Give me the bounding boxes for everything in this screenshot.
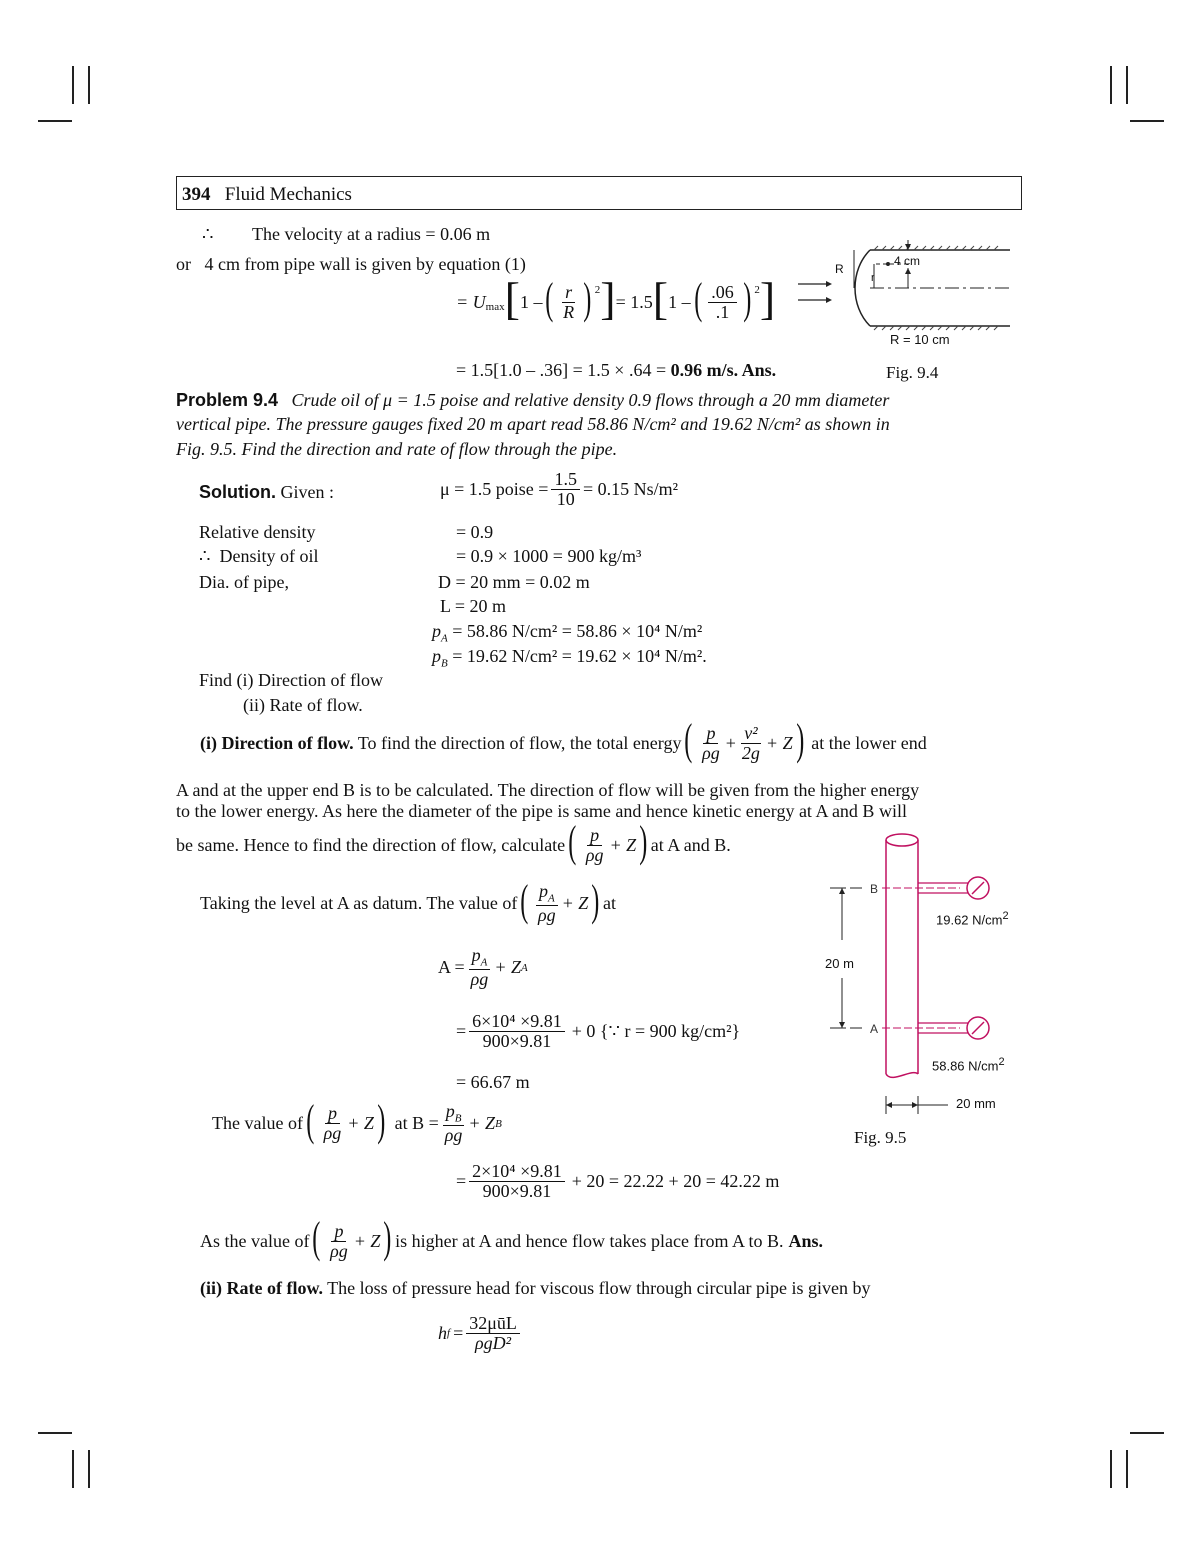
sq: 2 [754,284,760,296]
pB-letter: p [445,1101,455,1121]
eq-u-sub: max [485,301,505,313]
paren-close: ) [591,875,600,925]
crop-mark [72,1450,74,1488]
ZB-sub: B [495,1117,502,1130]
direction-line4-text: be same. Hence to find the direction of flow, calculate [176,834,566,855]
rate-text: The loss of pressure head for viscous flow through circular pipe is given by [322,1278,871,1298]
fig95-gauge-top [936,910,1009,927]
eq-B-value [456,1162,779,1201]
conclusion-a: As the value of [200,1230,310,1251]
mu-equation [440,470,678,509]
num-A: 6×10⁴ ×9.81 [469,1012,565,1032]
gauge-bottom-text: 58.86 N/cm [932,1058,999,1074]
paren-close: ) [795,715,804,765]
page-number: 394 [182,184,211,205]
mu-frac [551,470,580,509]
rate-head: (ii) Rate of flow. [200,1278,323,1298]
paren-close: ) [639,817,648,867]
direction-head: (i) Direction of flow. [200,732,354,753]
find-line2: (ii) Rate of flow. [243,695,363,715]
length-value: L = 20 m [440,596,506,616]
velocity-line: The velocity at a radius = 0.06 m [252,224,491,244]
crop-mark [72,66,74,104]
frac-pB-rhog [442,1102,466,1145]
fig95-diameter: 20 mm [956,1096,996,1111]
velocity-equation [456,273,776,324]
therefore-symbol: ∴ [202,224,214,244]
fig95-caption: Fig. 9.5 [854,1128,907,1147]
den-rhog: ρg [470,969,489,990]
pB-sub: B [441,657,448,670]
den-rhog: ρg [323,1123,342,1144]
direction-line5-end: at [602,893,616,914]
solution-heading [199,482,334,503]
density-value: = 0.9 × 1000 = 900 kg/m³ [456,546,642,566]
valueof-text: The value of [212,1113,303,1134]
crop-mark [1110,66,1112,104]
fig94-label-4cm: 4 cm [894,254,921,268]
direction-line2: A and at the upper end B is to be calculated. The direction of flow will be given from the higher energy [176,780,920,800]
pA-sub: A [480,956,488,969]
direction-text: To find the direction of flow, the total energy [353,732,682,753]
num-v2: v² [741,724,760,744]
den-rhog: ρg [585,844,604,865]
running-header-text [182,184,352,206]
plus-z: + Z [609,834,637,855]
conclusion-line [200,1213,824,1263]
pB-value [432,646,707,670]
direction-line5 [200,875,616,926]
den-1: .1 [715,301,730,322]
hf-equation [438,1314,523,1353]
plus: + [725,732,736,753]
paren-close: ) [383,1213,392,1263]
num-pA [469,946,491,970]
pB-p: p [432,646,441,666]
pA-rest: = 58.86 N/cm² = 58.86 × 10⁴ N/m² [447,621,703,641]
direction-line3: to the lower energy. As here the diameter of the pipe is same and hence kinetic energy at A and B will [176,801,907,821]
bracket-open: [ [652,273,669,324]
den-rhog: ρg [702,742,720,763]
figure-9-5 [820,828,1030,1128]
num-B: 2×10⁴ ×9.81 [469,1162,565,1182]
pA-letter: p [538,881,548,901]
paren-close: ) [743,274,752,323]
conclusion-ans: Ans. [788,1230,824,1251]
result-answer: 0.96 m/s. Ans. [670,360,777,380]
eq-u: = U [456,291,486,312]
crop-mark [88,66,90,104]
fig94-label-R: R [835,262,844,276]
eq-B [212,1095,502,1146]
den-rhog: ρg [537,905,556,926]
crop-mark [1130,120,1164,122]
pB-sub: B [454,1112,462,1125]
plus-z: + Z [347,1113,374,1134]
pA-p: p [432,621,441,641]
direction-text-end: at the lower end [811,732,927,753]
pB-rest: = 19.62 N/cm² = 19.62 × 10⁴ N/m². [447,646,707,666]
problem-line3: Fig. 9.5. Find the direction and rate of flow through the pipe. [176,439,618,459]
num-p: p [331,1222,346,1242]
eq-sign: = [456,1020,467,1041]
crop-mark [1126,66,1128,104]
frac-pA-rhog [468,946,492,989]
num-p: p [325,1104,340,1124]
plus-ZB: + Z [468,1113,496,1134]
num-r: r [562,283,575,303]
frac-B [469,1162,565,1201]
tail-B: + 20 = 22.22 + 20 = 42.22 m [571,1170,780,1191]
frac-pA-rhog [535,882,559,925]
den-rhog: ρg [330,1240,348,1261]
eq-one: 1 – [668,291,691,312]
crop-mark [38,1432,72,1434]
paren-open: ( [684,715,693,765]
crop-mark [1130,1432,1164,1434]
given-label: Given : [280,482,334,502]
problem-label: Problem 9.4 [176,390,279,410]
eq-sign: = [453,1322,464,1343]
bracket-close: ] [759,273,776,324]
atB-text: at B = [394,1113,439,1134]
sq: 2 [998,1056,1005,1068]
fig94-label-R10: R = 10 cm [890,332,950,347]
sq: 2 [1002,910,1009,922]
bracket-open: [ [504,273,520,324]
den-2g: 2g [741,742,760,763]
rd-label: Relative density [199,522,316,542]
dia-label: Dia. of pipe, [199,572,289,592]
direction-line1 [200,715,1022,765]
plus-z: + Z [765,732,793,753]
frac-v2-2g [739,724,763,763]
frac-p-rhog [321,1104,345,1143]
pA-letter: p [471,945,481,965]
frac-r-R [560,283,577,322]
crop-mark [1126,1450,1128,1488]
mu-den: 10 [556,488,575,509]
problem-line1 [176,390,889,411]
direction-line5-text: Taking the level at A as datum. The value of [200,893,518,914]
fig94-caption: Fig. 9.4 [886,363,939,382]
dia-value: D = 20 mm = 0.02 m [438,572,590,592]
hf-sub: f [447,1327,451,1340]
crop-mark [88,1450,90,1488]
eq-A-value [456,1012,740,1051]
hf-den: ρgD² [475,1332,512,1353]
fig95-label-B: B [870,882,879,896]
density-label: ∴ Density of oil [199,546,319,566]
eq-A [438,946,528,989]
mu-rhs: = 0.15 Ns/m² [582,478,679,499]
num-p: p [587,826,602,846]
eq-A-result: = 66.67 m [456,1072,530,1092]
find-line1: Find (i) Direction of flow [199,670,383,690]
velocity-result [456,360,776,381]
eq-sign: = [456,1170,467,1191]
paren-open: ( [306,1095,315,1145]
paren-open: ( [568,817,577,867]
num-pA [536,882,558,906]
num-06: .06 [708,283,737,303]
gauge-top-text: 19.62 N/cm [936,912,1003,928]
rd-value: = 0.9 [456,522,494,542]
plus-ZA: + Z [494,957,521,978]
direction-line4-end: at A and B. [650,834,731,855]
plus-z: + Z [561,893,589,914]
fig95-length: 20 m [825,956,854,971]
hf-num: 32μūL [466,1314,520,1334]
result-text: = 1.5[1.0 – .36] = 1.5 × .64 = [456,360,671,380]
tail-A: + 0 {∵ r = 900 kg/cm²} [571,1020,741,1041]
conclusion-b: is higher at A and hence flow takes place from A to B. [395,1230,784,1251]
sq: 2 [594,284,601,296]
A-eq: A = [438,957,465,978]
problem-line2: vertical pipe. The pressure gauges fixed 20 m apart read 58.86 N/cm² and 19.62 N/cm² as shown in [176,414,890,434]
paren-open: ( [693,274,702,323]
fig94-label-r: r [871,272,875,284]
hf: h [438,1322,447,1343]
den-B: 900×9.81 [482,1180,552,1201]
paren-open: ( [545,274,554,323]
crop-mark [38,120,72,122]
paren-close: ) [377,1095,386,1145]
frac-p-rhog [327,1222,351,1261]
den-rhog: ρg [444,1125,463,1146]
den-A: 900×9.81 [482,1030,552,1051]
frac-p-rhog [699,724,723,763]
frac-06-1 [708,283,737,322]
direction-line4 [176,817,731,867]
crop-mark [1110,1450,1112,1488]
mu-lhs: μ = 1.5 poise = [440,478,549,499]
pA-sub: A [441,632,448,645]
den-R: R [563,301,575,322]
frac-A [469,1012,565,1051]
eq-one: 1 – [519,291,543,312]
num-pB [443,1102,465,1126]
pA-sub: A [547,892,555,905]
ZA-sub: A [520,961,528,974]
mu-num: 1.5 [551,470,580,490]
plus-z: + Z [353,1230,381,1251]
hf-frac [466,1314,520,1353]
problem-text1: Crude oil of μ = 1.5 poise and relative density 0.9 flows through a 20 mm diameter [291,390,890,410]
eq-mid: = 1.5 [615,291,653,312]
pA-value [432,621,702,645]
wall-line: or 4 cm from pipe wall is given by equation (1) [176,254,526,274]
solution-label: Solution. [199,482,276,502]
paren-open: ( [520,875,529,925]
rate-line [200,1278,871,1299]
paren-open: ( [312,1213,321,1263]
num-p: p [703,724,718,744]
fig95-gauge-bottom [932,1056,1005,1073]
fig95-label-A: A [870,1022,879,1036]
bracket-close: ] [600,273,616,324]
frac-p-rhog [583,826,607,865]
paren-close: ) [583,274,592,323]
book-title: Fluid Mechanics [224,184,352,205]
